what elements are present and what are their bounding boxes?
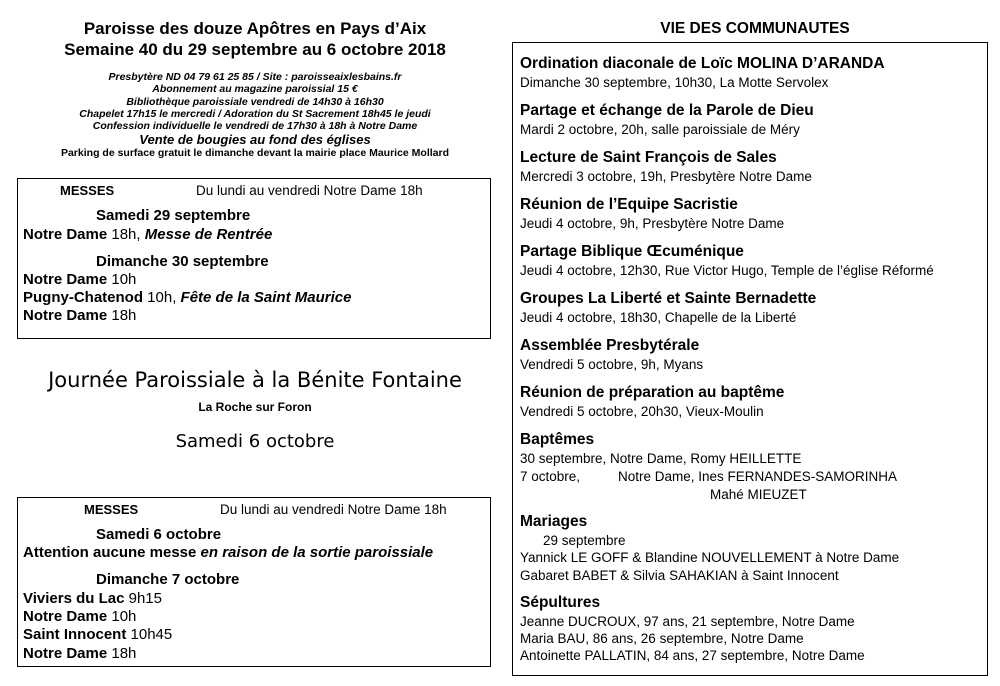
messes-box-week40 [17, 178, 491, 339]
event-detail: Jeudi 4 octobre, 12h30, Rue Victor Hugo, Temple de l’église Réformé [520, 263, 934, 278]
mariage-line: Yannick LE GOFF & Blandine NOUVELLEMENT à Notre Dame [520, 550, 900, 565]
messes-box-week41 [17, 497, 491, 667]
event-title: Partage Biblique Œcuménique [520, 243, 744, 260]
parish-title: Paroisse des douze Apôtres en Pays d’Aix [83, 19, 427, 38]
info-block [0, 71, 510, 160]
event-detail: Jeudi 4 octobre, 18h30, Chapelle de la Liberté [520, 310, 797, 325]
event-title: Réunion de l’Equipe Sacristie [520, 196, 738, 213]
mariages-title: Mariages [520, 513, 588, 530]
event-title: Réunion de préparation au baptême [520, 384, 785, 401]
sepulture-line: Antoinette PALLATIN, 84 ans, 27 septembre, Notre Dame [520, 648, 865, 663]
event-title: Groupes La Liberté et Sainte Bernadette [520, 290, 817, 307]
info-bougies: Vente de bougies au fond des églises [139, 132, 371, 148]
bapteme-date: 7 octobre, [520, 469, 581, 484]
event-title: Partage et échange de la Parole de Dieu [520, 102, 814, 119]
day-heading-samedi-29: Samedi 29 septembre [96, 207, 251, 224]
journee-date: Samedi 6 octobre [175, 431, 335, 452]
event-detail: Mardi 2 octobre, 20h, salle paroissiale de Méry [520, 122, 800, 137]
info-confession: Confession individuelle le vendredi de 17h30 à 18h à Notre Dame [92, 120, 418, 133]
day-heading-dimanche-30: Dimanche 30 septembre [96, 253, 269, 270]
day-heading-dimanche-7: Dimanche 7 octobre [96, 571, 240, 588]
info-presbytere: Presbytère ND 04 79 61 25 85 / Site : paroisseaixlesbains.fr [108, 71, 402, 83]
event-detail: Mercredi 3 octobre, 19h, Presbytère Notre Dame [520, 169, 812, 184]
mass-line: Notre Dame 10h [23, 608, 137, 625]
week-title: Semaine 40 du 29 septembre au 6 octobre 2018 [64, 40, 446, 59]
vie-title: VIE DES COMMUNAUTES [660, 20, 850, 37]
vie-box [512, 42, 988, 676]
day-heading-samedi-6: Samedi 6 octobre [96, 526, 222, 543]
event-detail: Jeudi 4 octobre, 9h, Presbytère Notre Dame [520, 216, 785, 231]
sepulture-line: Maria BAU, 86 ans, 26 septembre, Notre Dame [520, 631, 804, 646]
mass-line: Attention aucune messe en raison de la sortie paroissiale [23, 544, 434, 561]
messes-label: MESSES [60, 183, 115, 198]
mass-line: Viviers du Lac 9h15 [23, 590, 162, 607]
mass-line: Notre Dame 18h [23, 307, 137, 324]
journee-place: La Roche sur Foron [198, 400, 312, 414]
messes-weekday: Du lundi au vendredi Notre Dame 18h [196, 183, 423, 198]
messes-label: MESSES [84, 502, 139, 517]
event-detail: Vendredi 5 octobre, 20h30, Vieux-Moulin [520, 404, 764, 419]
mass-line: Notre Dame 10h [23, 271, 137, 288]
baptemes-title: Baptêmes [520, 431, 595, 448]
mariage-date: 29 septembre [543, 533, 626, 548]
mass-line: Pugny-Chatenod 10h, Fête de la Saint Maurice [23, 289, 352, 306]
info-abonnement: Abonnement au magazine paroissial 15 € [152, 83, 358, 96]
info-parking: Parking de surface gratuit le dimanche devant la mairie place Maurice Mollard [60, 147, 450, 160]
mass-line: Saint Innocent 10h45 [23, 626, 173, 643]
event-title: Assemblée Presbytérale [520, 337, 700, 354]
info-chapelet: Chapelet 17h15 le mercredi / Adoration du St Sacrement 18h45 le jeudi [79, 107, 431, 120]
journee-title: Journée Paroissiale à la Bénite Fontaine [48, 368, 462, 392]
bapteme-line: Notre Dame, Ines FERNANDES-SAMORINHA [618, 469, 898, 484]
event-detail: Vendredi 5 octobre, 9h, Myans [520, 357, 704, 372]
sepultures-title: Sépultures [520, 594, 601, 611]
bapteme-line: 30 septembre, Notre Dame, Romy HEILLETTE [520, 451, 802, 466]
sepulture-line: Jeanne DUCROUX, 97 ans, 21 septembre, Notre Dame [520, 614, 855, 629]
event-title: Ordination diaconale de Loïc MOLINA D’ARANDA [520, 55, 885, 72]
info-bibliotheque: Bibliothèque paroissiale vendredi de 14h30 à 16h30 [126, 95, 384, 108]
event-detail: Dimanche 30 septembre, 10h30, La Motte Servolex [520, 75, 829, 90]
event-title: Lecture de Saint François de Sales [520, 149, 777, 166]
mass-line: Notre Dame 18h [23, 645, 137, 662]
bapteme-line: Mahé MIEUZET [710, 487, 807, 502]
mass-line: Notre Dame 18h, Messe de Rentrée [23, 226, 273, 243]
mariage-line: Gabaret BABET & Silvia SAHAKIAN à Saint Innocent [520, 568, 839, 583]
messes-weekday: Du lundi au vendredi Notre Dame 18h [220, 502, 447, 517]
